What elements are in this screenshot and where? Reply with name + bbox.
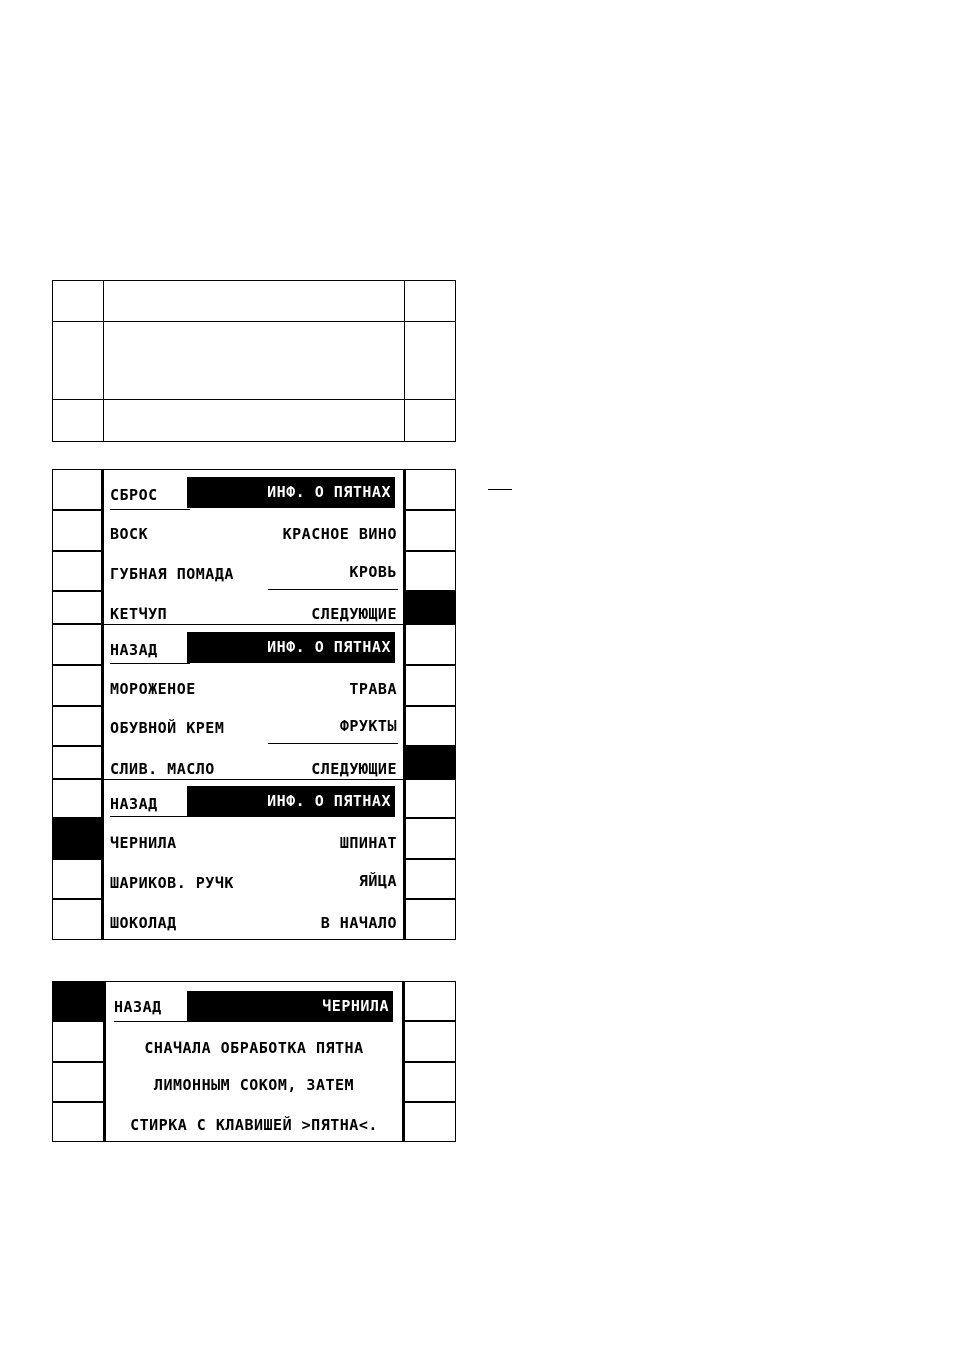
reset-label[interactable]: СБРОС: [110, 486, 158, 504]
back-label[interactable]: НАЗАД: [110, 641, 158, 659]
left-key-1[interactable]: [52, 624, 102, 665]
left-key-1-active[interactable]: [52, 981, 104, 1021]
left-key-3[interactable]: [52, 859, 102, 899]
menu-item-ice-cream[interactable]: МОРОЖЕНОЕ: [110, 680, 196, 698]
left-key-1[interactable]: [52, 779, 102, 818]
menu-item-spinach[interactable]: ШПИНАТ: [339, 834, 397, 852]
screen-title: ИНФ. О ПЯТНАХ: [187, 786, 395, 817]
left-key-2[interactable]: [52, 1021, 104, 1062]
back-label[interactable]: НАЗАД: [114, 998, 162, 1016]
right-key-3[interactable]: [405, 859, 456, 899]
menu-item-eggs[interactable]: ЯЙЦА: [358, 872, 397, 890]
menu-item-lipstick[interactable]: ГУБНАЯ ПОМАДА: [110, 565, 234, 583]
screen-title: ИНФ. О ПЯТНАХ: [187, 477, 395, 508]
right-key-4-active[interactable]: [405, 591, 456, 624]
left-key-2[interactable]: [52, 510, 102, 551]
right-key-2[interactable]: [404, 1021, 456, 1062]
menu-item-ketchup[interactable]: КЕТЧУП: [110, 605, 168, 623]
left-key-3[interactable]: [52, 706, 102, 746]
right-key-3[interactable]: [404, 1062, 456, 1102]
empty-display-frame: [52, 280, 456, 442]
menu-item-fruit[interactable]: ФРУКТЫ: [339, 717, 397, 735]
menu-item-butter[interactable]: СЛИВ. МАСЛО: [110, 760, 215, 778]
legend-mark: [488, 489, 512, 490]
menu-item-blood[interactable]: КРОВЬ: [349, 563, 397, 581]
menu-item-chocolate[interactable]: ШОКОЛАД: [110, 914, 177, 932]
right-key-1[interactable]: [404, 981, 456, 1021]
right-key-2[interactable]: [405, 665, 456, 706]
right-key-3[interactable]: [405, 551, 456, 591]
left-key-3[interactable]: [52, 1062, 104, 1102]
right-key-1[interactable]: [405, 469, 456, 510]
back-label[interactable]: НАЗАД: [110, 795, 158, 813]
stain-menu-screen-2: [102, 624, 405, 780]
stain-menu-screen-1: [102, 469, 405, 625]
left-key-4[interactable]: [52, 1102, 104, 1142]
left-key-2[interactable]: [52, 665, 102, 706]
stain-detail-screen: [104, 981, 404, 1142]
screen-title: ЧЕРНИЛА: [187, 991, 393, 1022]
menu-item-shoe-polish[interactable]: ОБУВНОЙ КРЕМ: [110, 719, 225, 737]
menu-item-next[interactable]: СЛЕДУЮЩИЕ: [311, 605, 397, 623]
right-key-4-active[interactable]: [405, 746, 456, 779]
menu-item-red-wine[interactable]: КРАСНОЕ ВИНО: [282, 525, 397, 543]
menu-item-ink[interactable]: ЧЕРНИЛА: [110, 834, 177, 852]
left-key-4[interactable]: [52, 746, 102, 779]
instruction-line-2: ЛИМОННЫМ СОКОМ, ЗАТЕМ: [153, 1076, 355, 1094]
menu-item-wax[interactable]: ВОСК: [110, 525, 149, 543]
right-key-3[interactable]: [405, 706, 456, 746]
left-key-2-active[interactable]: [52, 818, 102, 859]
right-key-2[interactable]: [405, 818, 456, 859]
right-key-4[interactable]: [405, 899, 456, 940]
right-key-1[interactable]: [405, 624, 456, 665]
menu-item-grass[interactable]: ТРАВА: [349, 680, 397, 698]
menu-item-next[interactable]: СЛЕДУЮЩИЕ: [311, 760, 397, 778]
left-key-1[interactable]: [52, 469, 102, 510]
right-key-1[interactable]: [405, 779, 456, 818]
menu-item-ballpoint[interactable]: ШАРИКОВ. РУЧК: [110, 874, 234, 892]
left-key-4[interactable]: [52, 899, 102, 940]
left-key-4[interactable]: [52, 591, 102, 624]
stain-menu-screen-3: [102, 779, 405, 940]
instruction-line-1: СНАЧАЛА ОБРАБОТКА ПЯТНА: [144, 1039, 364, 1057]
right-key-2[interactable]: [405, 510, 456, 551]
screen-title: ИНФ. О ПЯТНАХ: [187, 632, 395, 663]
right-key-4[interactable]: [404, 1102, 456, 1142]
menu-item-home[interactable]: В НАЧАЛО: [320, 914, 397, 932]
left-key-3[interactable]: [52, 551, 102, 591]
instruction-line-3: СТИРКА С КЛАВИШЕЙ >ПЯТНА<.: [130, 1116, 378, 1134]
